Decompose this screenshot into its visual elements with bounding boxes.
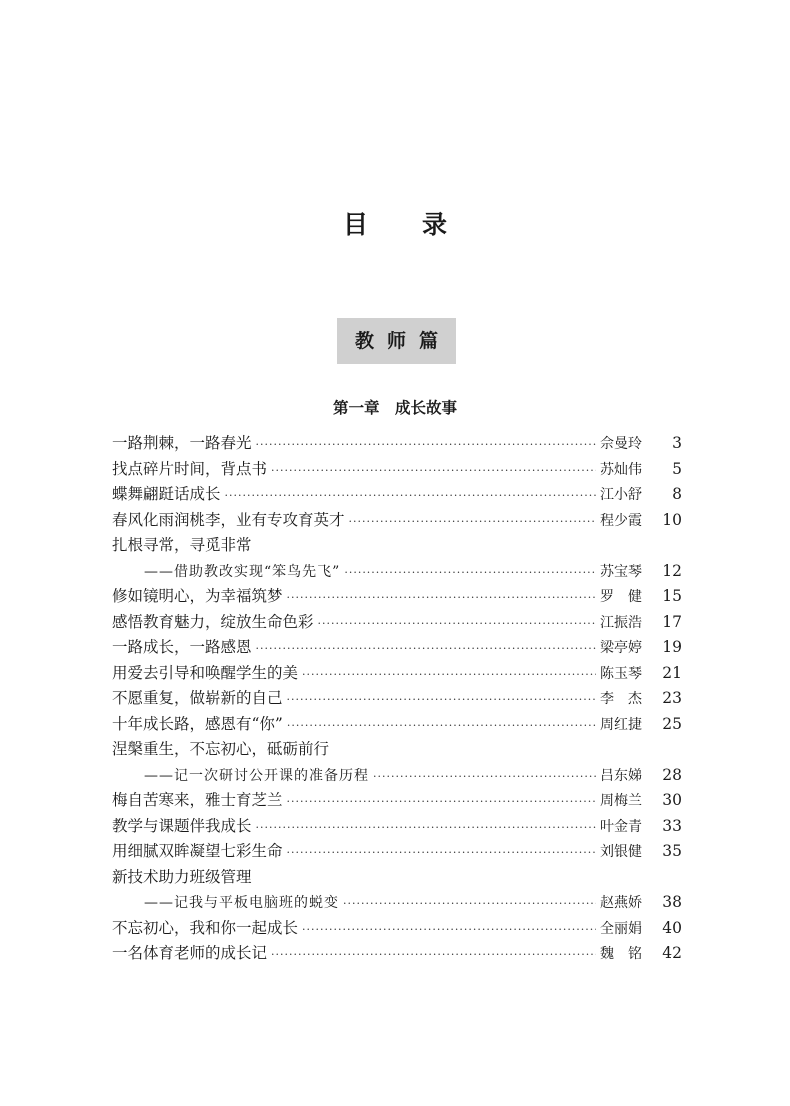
toc-entry-title: 用细腻双眸凝望七彩生命: [112, 842, 283, 860]
toc-entry-page-number: 12: [662, 561, 682, 580]
dot-leader: [287, 585, 596, 611]
toc-entry-author: 佘曼玲: [600, 436, 642, 452]
toc-entry-title: 新技术助力班级管理: [112, 867, 252, 886]
toc-entry[interactable]: [112, 584, 682, 610]
dot-leader: [225, 483, 596, 509]
toc-entry[interactable]: [112, 941, 682, 967]
toc-entry-title: 春风化雨润桃李，业有专攻育英才: [112, 510, 345, 529]
dot-leader: [256, 815, 596, 841]
toc-entry-page-number: 19: [662, 638, 682, 656]
toc-entry-author: 梁亭婷: [600, 640, 642, 656]
toc-entry-author: 陈玉琴: [600, 665, 642, 682]
toc-entry-author: 叶金青: [600, 818, 642, 835]
dot-leader: [373, 764, 596, 790]
toc-entry-title: 找点碎片时间，背点书: [112, 459, 268, 478]
toc-entry-page-number: 38: [662, 893, 682, 911]
toc-entry-title: 修如镜明心，为幸福筑梦: [112, 587, 283, 605]
toc-entry-title: 教学与课题伴我成长: [112, 816, 252, 835]
dot-leader: [256, 432, 596, 458]
dot-leader: [287, 713, 596, 739]
toc-entry-title: 一路荆棘，一路春光: [112, 434, 252, 452]
toc-entry[interactable]: [112, 610, 682, 636]
toc-entry[interactable]: [112, 916, 682, 942]
toc-entry-author: 苏宝琴: [600, 563, 642, 580]
toc-entry[interactable]: [112, 814, 682, 840]
toc-entry-author: 赵燕娇: [600, 895, 642, 911]
toc-entry-page-number: 8: [672, 485, 682, 503]
dot-leader: [302, 917, 596, 943]
toc-entry-page-number: 33: [662, 816, 682, 835]
toc-entry-title: 涅槃重生，不忘初心，砥砺前行: [112, 740, 330, 758]
dot-leader: [287, 687, 596, 713]
toc-entry-page-number: 40: [662, 918, 682, 937]
toc-entry-page-number: 21: [662, 663, 682, 682]
toc-entry-title: 不忘初心，我和你一起成长: [112, 918, 299, 937]
chapter-heading: 第一章 成长故事: [332, 398, 457, 417]
dot-leader: [287, 789, 596, 815]
toc-entry[interactable]: [112, 482, 682, 508]
toc-entry-page-number: 23: [662, 689, 682, 707]
toc-entry-page-number: 28: [662, 765, 682, 784]
toc-entry-author: 江小舒: [600, 487, 642, 503]
toc-entry-author: 全丽娟: [600, 920, 642, 937]
toc-entry-subtitle: ——借助教改实现“笨鸟先飞”: [144, 563, 341, 580]
dot-leader: [302, 662, 596, 688]
toc-entry[interactable]: [112, 635, 682, 661]
toc-entry-page-number: 5: [672, 459, 682, 478]
toc-entry-title: 一路成长，一路感恩: [112, 638, 252, 656]
dot-leader: [271, 942, 596, 968]
toc-entry-title: 梅自苦寒来，雅士育芝兰: [112, 791, 283, 809]
toc-entry-author: 刘银健: [600, 844, 642, 860]
table-of-contents: [112, 431, 682, 967]
toc-entry-page-number: 35: [662, 842, 682, 860]
toc-entry[interactable]: [112, 508, 682, 534]
toc-entry[interactable]: [112, 457, 682, 483]
dot-leader: [343, 891, 596, 917]
toc-entry[interactable]: [112, 661, 682, 687]
toc-entry[interactable]: [112, 712, 682, 738]
toc-entry-author: 李 杰: [600, 691, 642, 707]
page-title: 目录: [342, 210, 501, 239]
dot-leader: [318, 611, 596, 637]
toc-entry[interactable]: [112, 890, 682, 916]
toc-entry[interactable]: [112, 788, 682, 814]
section-heading-box: 教师篇: [337, 318, 456, 364]
toc-entry[interactable]: [112, 431, 682, 457]
toc-entry-page-number: 17: [662, 612, 682, 631]
toc-entry-author: 吕东娣: [600, 767, 642, 784]
toc-entry[interactable]: [112, 865, 682, 891]
toc-entry-page-number: 3: [672, 434, 682, 452]
toc-entry-author: 周红捷: [600, 716, 642, 733]
toc-entry-title: 不愿重复，做崭新的自己: [112, 689, 283, 707]
toc-entry[interactable]: [112, 686, 682, 712]
toc-entry-page-number: 10: [662, 510, 682, 529]
dot-leader: [349, 509, 596, 535]
toc-entry-page-number: 15: [662, 587, 682, 605]
toc-entry-author: 魏 铭: [600, 946, 642, 962]
toc-entry-title: 十年成长路，感恩有“你”: [112, 714, 283, 733]
toc-entry-author: 罗 健: [600, 589, 642, 605]
toc-entry-page-number: 30: [662, 791, 682, 809]
dot-leader: [344, 560, 596, 586]
toc-entry-subtitle: ——记我与平板电脑班的蜕变: [144, 895, 339, 911]
toc-entry-title: 用爱去引导和唤醒学生的美: [112, 663, 299, 682]
toc-entry-author: 周梅兰: [600, 793, 642, 809]
toc-entry-author: 程少霞: [600, 512, 642, 529]
dot-leader: [287, 840, 596, 866]
toc-entry-title: 一名体育老师的成长记: [112, 944, 268, 962]
toc-entry-author: 苏灿伟: [600, 461, 642, 478]
dot-leader: [271, 458, 596, 484]
toc-entry-title: 扎根寻常，寻觅非常: [112, 536, 252, 554]
toc-entry-author: 江振浩: [600, 614, 642, 631]
toc-entry-title: 蝶舞翩跹话成长: [112, 485, 221, 503]
toc-entry-title: 感悟教育魅力，绽放生命色彩: [112, 612, 314, 631]
toc-entry-page-number: 42: [662, 944, 682, 962]
toc-entry[interactable]: [112, 737, 682, 763]
toc-entry-page-number: 25: [662, 714, 682, 733]
toc-entry-subtitle: ——记一次研讨公开课的准备历程: [144, 767, 369, 784]
toc-entry[interactable]: [112, 559, 682, 585]
toc-entry[interactable]: [112, 533, 682, 559]
dot-leader: [256, 636, 596, 662]
toc-entry[interactable]: [112, 763, 682, 789]
toc-entry[interactable]: [112, 839, 682, 865]
